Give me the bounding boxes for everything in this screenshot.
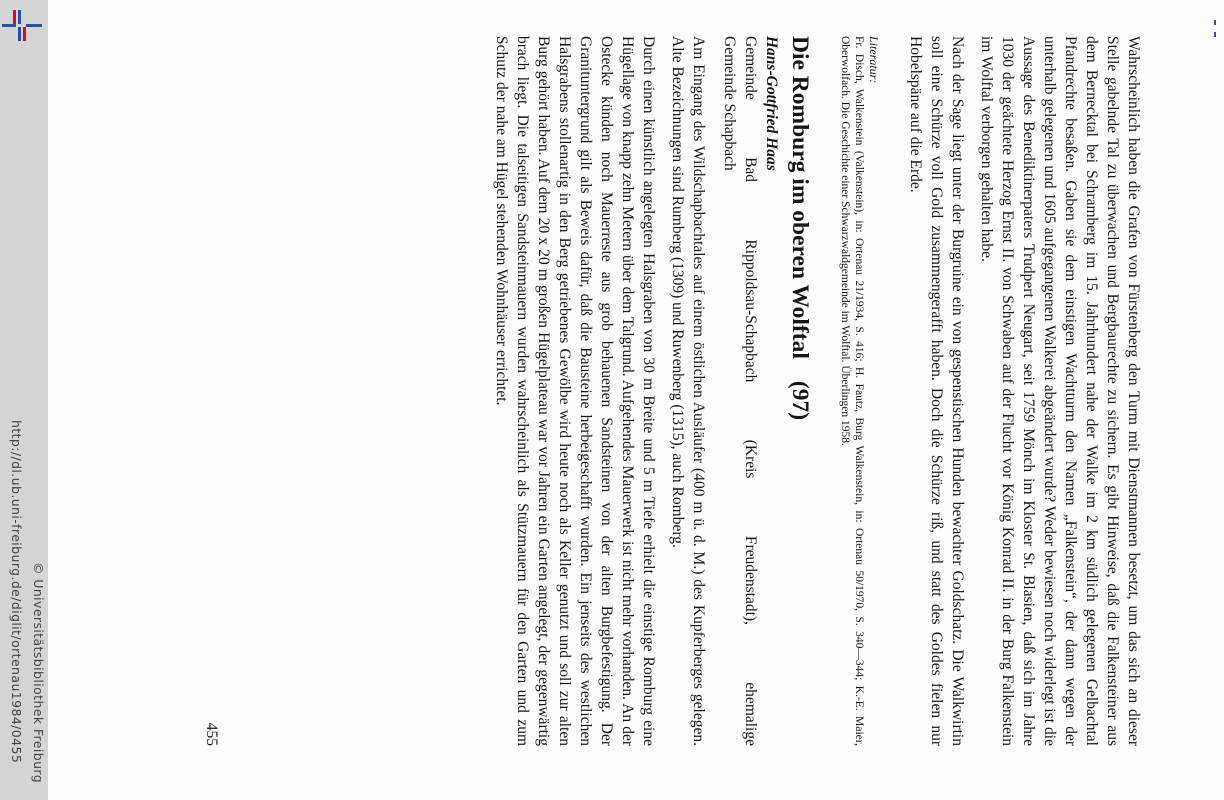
affiliation-line: Gemeinde Schapbach bbox=[721, 36, 738, 171]
page-number: 455 bbox=[203, 722, 220, 746]
page-text-rotated bbox=[184, 36, 1144, 746]
scanned-page bbox=[48, 0, 1224, 800]
ub-freiburg-logo-icon bbox=[2, 6, 42, 46]
paragraph-prev-2: Nach der Sage liegt unter der Burgruine ein von gespenstischen Hunden bewachter Goldschatz. Die Walkwirtin soll eine Schürze voll Gold zusammengerafft haben. Doch die Schürze riß, und statt des Goldes fielen nur Hobelspäne auf die Erde. bbox=[907, 36, 966, 746]
article-paragraph-2: Durch einen künstlich angelegten Halsgraben von 30 m Breite und 5 m Tiefe erhielt die einstige Romburg eine Hügellage von knapp zehn Metern über dem Talgrund. Aufgehendes Mauerwerk ist nicht mehr vorhanden. An der Ostecke künden noch Mauerreste aus grob behauenen Sandsteinen von der alten Burgbefestigung. Der Granituntergrund gilt als Beweis dafür, daß die Bausteine herbeigeschafft wurden. Ein jenseits des westlichen Halsgrabens stollenartig in den Berg getriebenes Gewölbe wird heute noch als Keller genutzt und soll zur alten Burg gehört haben. Auf dem 20 x 20 m großen Hügelplateau war vor Jahren ein Garten angelegt, der gegenwärtig brach liegt. Die talseitigen Sandsteinmauern wurden wahrscheinlich als Stützmauern für den Garten und zum Schutz der nahe am Hügel stehenden Wohnhäuser errichtet. bbox=[493, 36, 657, 746]
literature-block bbox=[838, 36, 881, 746]
article-number: (97) bbox=[787, 380, 813, 421]
article-author: Hans-Gottfried Haas bbox=[763, 36, 780, 171]
article-title-text: Die Romburg im oberen Wolftal bbox=[787, 36, 813, 359]
paragraph-prev-1: Wahrscheinlich haben die Grafen von Fürstenberg den Turm mit Dienstmannen besetzt, um das sich an dieser Stelle gabelnde Tal zu überwachen und Bergbaurechte zu sichern. Es gibt Hinweise, daß die Falkensteiner aus dem Bernecktal bei Schramberg im 15. Jahrhundert nahe der Walke im 2 km südlich gelegenen Gelbachtal Pfandrechte besaßen. Gaben sie dem einstigen Wachtturm den Namen „Falkenstein“, der dann wegen der unterhalb gelegenen und 1605 aufgegangenen Walkerei abgeändert wurde? Weder bewiesen noch widerlegt ist die Aussage des Benediktinerpaters Trudpert Neugart, seit 1759 Mönch im Kloster St. Blasien, daß sich im Jahre 1030 der geächtete Herzog Ernst II. von Schwaben auf der Flucht vor König Konrad II. in der Burg Falkenstein im Wolftal verborgen gehalten habe. bbox=[978, 36, 1142, 746]
crop-mark-icon bbox=[1210, 20, 1220, 40]
copyright-notice: © Universitätsbibliothek Freiburg bbox=[31, 562, 46, 784]
article-title bbox=[786, 36, 814, 746]
literature-label: Literatur: bbox=[867, 36, 881, 84]
affiliation-line: Gemeinde Bad Rippoldsau-Schapbach (Kreis Freudenstadt), ehemalige bbox=[742, 36, 759, 746]
viewer-sidebar bbox=[0, 0, 48, 800]
literature-text: Fr. Disch, Walkenstein (Valkenstein), in: Ortenau 21/1934, S. 416; H. Fautz, Burg Walkenstein, in: Ortenau 50/1970, S. 340—344; K.-E. Maier, Oberwolfach. Die Geschichte einer Schwarzwaldgemeinde im Wolftal. Überlingen 1958. bbox=[839, 36, 865, 746]
source-url[interactable]: http://dl.ub.uni-freiburg.de/diglit/ortenau1984/0455 bbox=[9, 420, 24, 764]
article-affiliation bbox=[719, 36, 761, 746]
article-paragraph-1: Am Eingang des Wildschapbachtales auf einem östlichen Ausläufer (400 m ü. d. M.) des Kupferberges gelegen. Alte Bezeichnungen sind Rumberg (1309) und Ruwenberg (1315), auch Romberg. bbox=[669, 36, 707, 746]
